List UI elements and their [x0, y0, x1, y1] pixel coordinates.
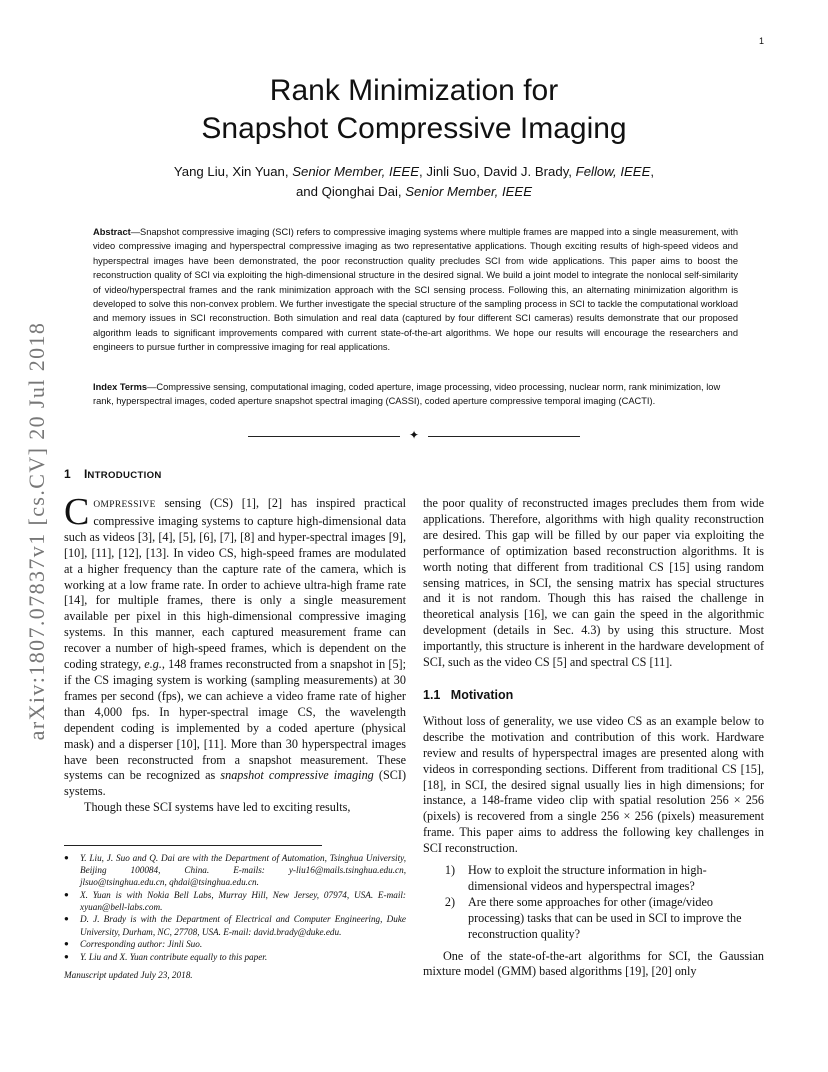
divider-line-left	[248, 436, 400, 437]
footnote-rule	[64, 845, 322, 846]
footnote-item	[64, 938, 406, 950]
intro-paragraph-1	[64, 491, 406, 800]
footnote-text: Y. Liu and X. Yuan contribute equally to this paper.	[80, 951, 268, 962]
intro-paragraph-2: Though these SCI systems have led to exciting results,	[84, 800, 351, 815]
list-item	[423, 863, 764, 895]
title-line-1: Rank Minimization for	[269, 74, 559, 107]
paragraph-text: sensing (CS) [1], [2] has inspired practical compressive imaging systems to capture high-dimensional data such as videos [3], [4], [5], [6], [7], [8] and hyper-spectral images [9], [10], [11], [12], [13]. In video CS, high-speed frames are modulated at a higher frequency than the capture rate of the camera, which is working at a low frame rate. In order to achieve ultra-high frame rate [14], for multiple frames, there is only a single measurement available per pixel in this high-dimensional compressive imaging systems. In this manner, each captured measurement frame can recover a number of high-speed frames, which is dependent on the coding strategy,	[64, 496, 406, 672]
list-number: 1)	[444, 863, 455, 878]
footnote-item	[64, 852, 406, 888]
author-title: Senior Member, IEEE	[292, 164, 420, 179]
bullet-icon: ●	[64, 853, 69, 862]
footnotes	[64, 852, 406, 981]
intro-paragraph-3: the poor quality of reconstructed images precludes them from wide applications. Therefore, algorithms with high quality reconstruction are desired. This gap will be filled by our paper via exploiting the performance of optimization based reconstruction algorithms. It is worth noting that different from traditional CS [15] using random sensing matrices, in SCI, the sensing matrix has special structures and it is not random. Though this has raised the challenge in theoretical analysis [16], we can gain the speed in the algorithmic development (details in Sec. 4.3) by using this structure. Most importantly, this structure is inherent in the hardware development of SCI, such as the video CS [5] and spectral CS [11].	[423, 496, 764, 670]
page-number: 1	[758, 36, 764, 46]
bullet-icon: ●	[64, 914, 69, 924]
paragraph-text: (SCI) systems.	[64, 768, 406, 799]
footnote-item	[64, 913, 406, 937]
footnote-item	[64, 951, 406, 963]
abstract-text: —Snapshot compressive imaging (SCI) refers to compressive imaging systems where multiple frames are mapped into a single measurement, with video compressive imaging and hyperspectral compressive imaging as two representative applications. Though exciting results of high-speed videos and hyperspectral images have been demonstrated, the poor reconstruction quality precludes SCI from wide applications. This paper aims to boost the reconstruction quality of SCI via exploiting the high-dimensional structure in the desired signal. We build a joint model to integrate the nonlocal self-similarity of video/hyperspectral frames and the rank minimization approach with the SCI sensing process. Following this, an alternating minimization algorithm is developed to solve this non-convex problem. We further investigate the special structure of the sampling process in SCI to tackle the computational workload and memory issues in SCI reconstruction. Both simulation and real data (captured by four different SCI cameras) results demonstrate that our proposed algorithm leads to significant improvements compared with current state-of-the-art algorithms. We hope our results will encourage the researchers and engineers to pursue further in compressive imaging for real applications.	[93, 227, 738, 353]
dropcap: C	[64, 491, 90, 533]
divider-line-right	[428, 436, 580, 437]
subsection-heading: 1.1 Motivation	[423, 687, 514, 702]
divider-diamond-icon: ✦	[408, 428, 420, 442]
list-text: How to exploit the structure information in high-dimensional videos and hyperspectral images?	[468, 863, 707, 893]
challenge-list	[423, 863, 764, 943]
author-separator: ,	[650, 164, 655, 179]
motivation-paragraph-2: One of the state-of-the-art algorithms for SCI, the Gaussian mixture model (GMM) based algorithms [19], [20] only	[423, 948, 764, 979]
footnote-text: D. J. Brady is with the Department of Electrical and Computer Engineering, Duke University, Durham, NC, 27708, USA. E-mail: david.brady@duke.edu.	[80, 914, 406, 937]
footnote-text: X. Yuan is with Nokia Bell Labs, Murray Hill, New Jersey, 07974, USA. E-mail: xyuan@bell-labs.com.	[80, 889, 406, 912]
abstract	[93, 225, 738, 355]
author-title: Fellow, IEEE	[575, 164, 651, 179]
abstract-label: Abstract	[93, 227, 131, 237]
section-title-rest: NTRODUCTION	[87, 470, 162, 481]
lead-smallcaps: OMPRESSIVE	[93, 500, 156, 510]
left-column	[64, 491, 406, 816]
index-terms-text: —Compressive sensing, computational imaging, coded aperture, image processing, video processing, nuclear norm, rank minimization, low rank, hyperspectral images, coded aperture snapshot spectral imaging (CASSI), coded aperture compressive temporal imaging (CACTI).	[93, 382, 721, 407]
footnote-item	[64, 889, 406, 913]
arxiv-identifier: arXiv:1807.07837v1 [cs.CV] 20 Jul 2018	[24, 321, 49, 741]
bullet-icon: ●	[64, 889, 69, 899]
author-names: Yang Liu, Xin Yuan,	[173, 164, 293, 179]
arxiv-side-label	[22, 296, 52, 766]
author-list	[0, 162, 828, 202]
section-divider	[0, 428, 828, 443]
authors-line-2	[0, 182, 828, 202]
author-names: and Qionghai Dai,	[295, 184, 406, 199]
paragraph-italic: e.g.	[144, 657, 162, 672]
footnote-text: Corresponding author: Jinli Suo.	[80, 939, 203, 950]
bullet-icon: ●	[64, 951, 69, 961]
authors-line-1	[0, 162, 828, 182]
list-item	[423, 895, 764, 943]
paragraph-italic: snapshot compressive imaging	[220, 768, 374, 783]
manuscript-note: Manuscript updated July 23, 2018.	[64, 969, 193, 980]
index-terms-label: Index Terms	[93, 382, 148, 392]
author-title: Senior Member, IEEE	[405, 184, 533, 199]
index-terms	[93, 380, 738, 409]
title-line-2: Snapshot Compressive Imaging	[201, 112, 627, 145]
section-heading	[64, 467, 162, 481]
list-text: Are there some approaches for other (image/video processing) tasks that can be used in SCI to improve the reconstruction quality?	[468, 894, 742, 941]
footnote-text: Y. Liu, J. Suo and Q. Dai are with the Department of Automation, Tsinghua University, Beijing 100084, China. E-mails: y-liu16@mails.tsinghua.edu.cn, jlsuo@tsinghua.edu.cn, qhdai@tsinghua.edu.cn.	[80, 853, 406, 888]
section-title-initial: I	[84, 467, 88, 481]
paper-title	[0, 72, 828, 148]
paragraph-text: , 148 frames reconstructed from a snapshot in [5]; if the CS imaging system is working (sampling measurements) at 30 frames per second (fps), we can achieve a video frame rate of higher than 4,000 fps. In hyper-spectral image CS, the wavelength dependent coding is implemented by a coded aperture (physical mask) and a disperser [10], [11]. More than 30 hyperspectral images have been reconstructed from a snapshot measurement. These systems can be recognized as	[64, 657, 406, 783]
list-number: 2)	[444, 894, 455, 909]
author-names: , Jinli Suo, David J. Brady,	[419, 164, 576, 179]
motivation-paragraph-1: Without loss of generality, we use video CS as an example below to describe the motivation and contribution of this work. Hardware review and results of hyperspectral images are presented along with videos in corresponding sections. Different from traditional CS [15], [18], in SCI, the desired signal usually lies in high dimensions; for instance, a 148-frame video clip with spatial resolution 256 × 256 (pixels) is recovered from a single 256 × 256 (pixels) measurement frame. This paper aims to address the following key challenges in SCI reconstruction.	[423, 713, 764, 856]
right-column	[423, 496, 764, 980]
section-number: 1	[64, 467, 71, 481]
bullet-icon: ●	[64, 939, 69, 949]
